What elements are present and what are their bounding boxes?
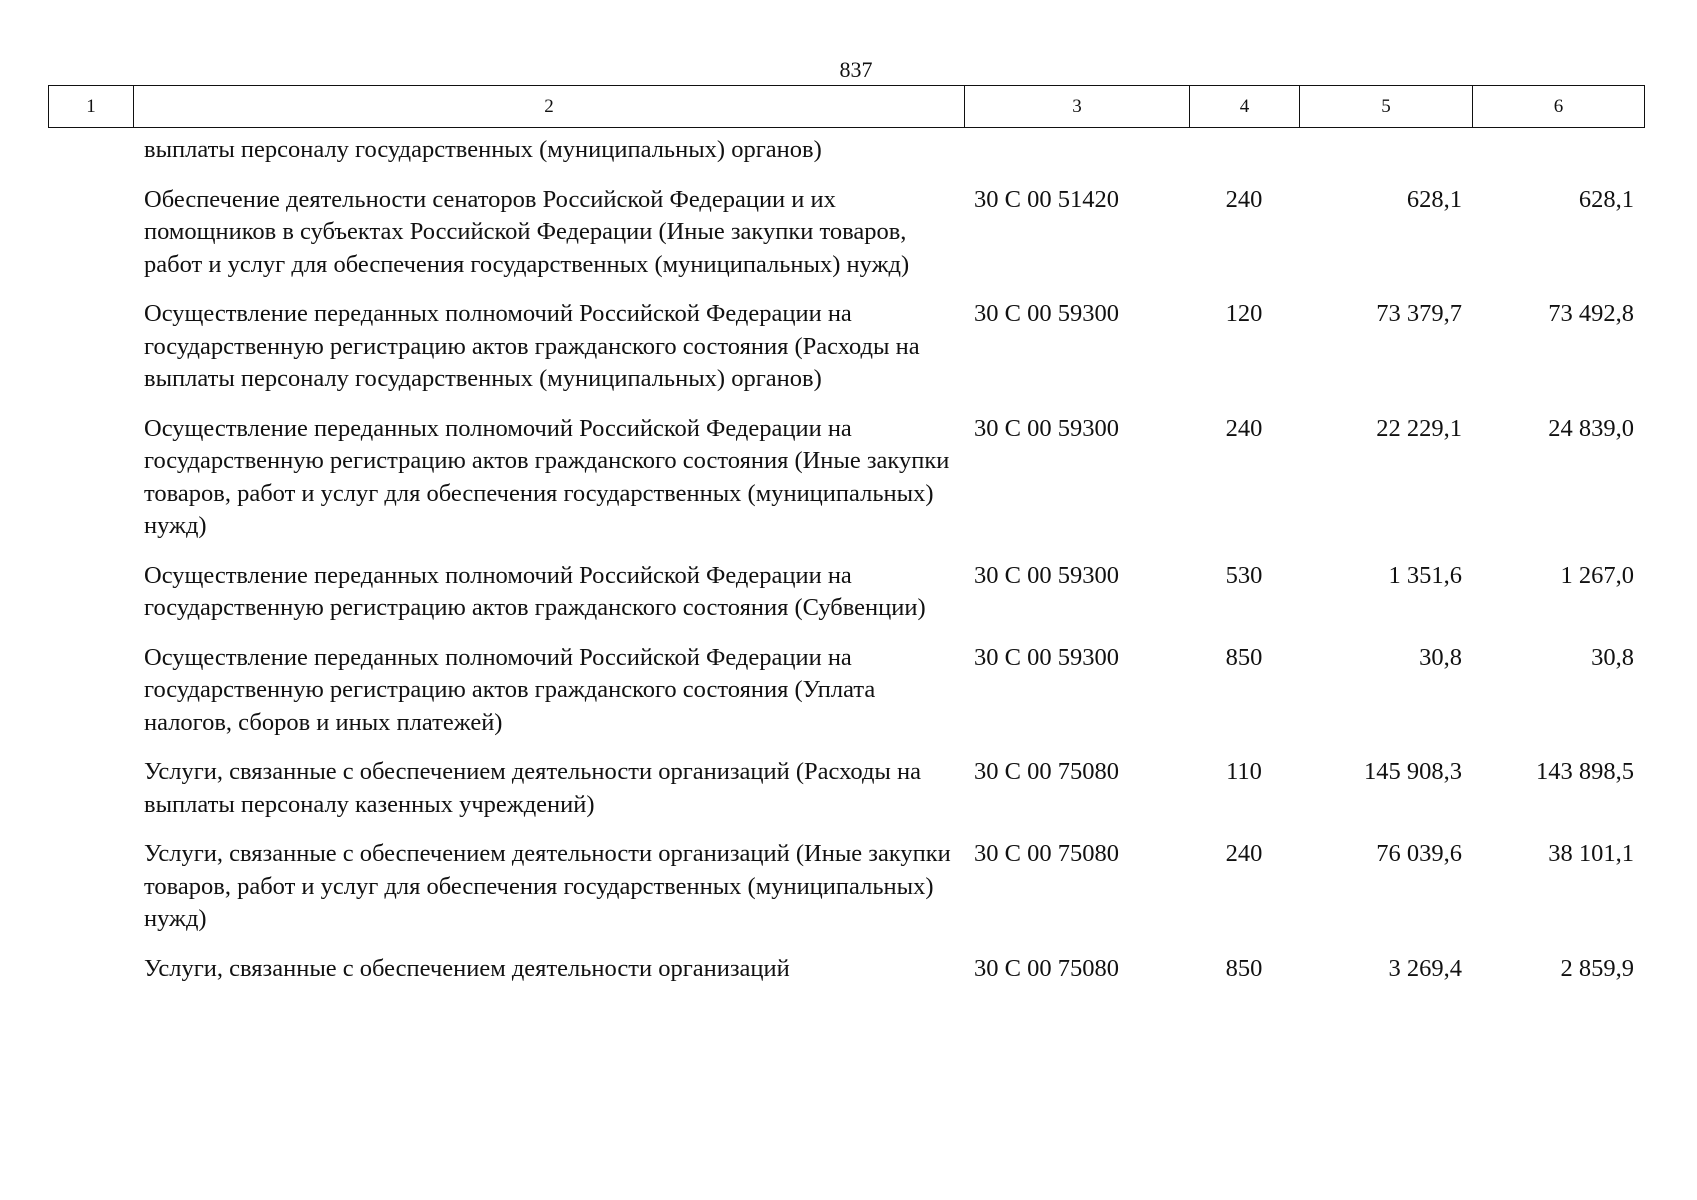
table-row — [48, 756, 1644, 838]
table-row — [48, 838, 1644, 953]
row-target-code: 30 С 00 59300 — [974, 561, 1119, 589]
row-expense-kind — [1189, 134, 1299, 184]
row-description: Осуществление переданных полномочий Российской Федерации на государственную регистрацию актов гражданского состояния (Иные закупки товаров, работ и услуг для обеспечения государственных (муниципальных) нужд) — [144, 414, 950, 539]
row-amount-col5: 76 039,6 — [1376, 840, 1462, 867]
row-expense-kind: 110 — [1226, 758, 1262, 785]
table-row — [48, 184, 1644, 299]
row-expense-kind: 240 — [1225, 414, 1263, 442]
column-header-3: 3 — [965, 86, 1190, 128]
row-target-code: 30 С 00 59300 — [974, 643, 1119, 671]
row-description: Услуги, связанные с обеспечением деятельности организаций — [144, 954, 790, 982]
column-header-2: 2 — [134, 86, 965, 128]
row-description: выплаты персоналу государственных (муниципальных) органов) — [144, 136, 822, 163]
row-amount-col5: 22 229,1 — [1376, 414, 1462, 442]
table-row — [48, 642, 1644, 757]
row-target-code: 30 С 00 75080 — [974, 954, 1119, 982]
row-amount-col6: 73 492,8 — [1548, 300, 1634, 327]
row-amount-col5: 30,8 — [1419, 643, 1462, 671]
row-amount-col6: 38 101,1 — [1548, 840, 1634, 867]
row-expense-kind: 850 — [1225, 954, 1263, 982]
row-amount-col6: 1 267,0 — [1560, 561, 1634, 589]
table-row — [48, 298, 1644, 413]
column-header-5: 5 — [1300, 86, 1473, 128]
table-row — [48, 413, 1644, 560]
row-amount-col6: 24 839,0 — [1548, 414, 1634, 442]
row-amount-col6: 2 859,9 — [1560, 954, 1634, 982]
row-expense-kind: 240 — [1225, 840, 1263, 867]
row-description: Осуществление переданных полномочий Российской Федерации на государственную регистрацию актов гражданского состояния (Расходы на выплаты персоналу государственных (муниципальных) органов) — [144, 300, 920, 392]
row-description: Услуги, связанные с обеспечением деятельности организаций (Расходы на выплаты персоналу казенных учреждений) — [144, 758, 921, 818]
page-number: 837 — [839, 57, 873, 82]
column-header-row — [49, 86, 1645, 128]
table-row — [48, 560, 1644, 642]
row-target-code — [964, 134, 1189, 184]
table-row — [48, 134, 1644, 184]
row-amount-col6: 143 898,5 — [1536, 758, 1634, 785]
column-header-1: 1 — [49, 86, 134, 128]
row-amount-col6 — [1472, 134, 1644, 184]
row-amount-col6: 30,8 — [1591, 643, 1634, 671]
row-target-code: 30 С 00 75080 — [974, 758, 1119, 785]
row-amount-col5: 1 351,6 — [1388, 561, 1462, 589]
row-amount-col6: 628,1 — [1578, 185, 1634, 213]
row-description: Услуги, связанные с обеспечением деятельности организаций (Иные закупки товаров, работ и услуг для обеспечения государственных (муниципальных) нужд) — [144, 840, 951, 932]
row-expense-kind: 530 — [1225, 561, 1263, 589]
column-header-6: 6 — [1473, 86, 1645, 128]
column-header-4: 4 — [1190, 86, 1300, 128]
row-description: Осуществление переданных полномочий Российской Федерации на государственную регистрацию актов гражданского состояния (Уплата налогов, сборов и иных платежей) — [144, 643, 876, 736]
row-target-code: 30 С 00 59300 — [974, 414, 1119, 442]
row-target-code: 30 С 00 75080 — [974, 840, 1119, 867]
table-row — [48, 953, 1644, 1003]
row-expense-kind: 120 — [1225, 300, 1263, 327]
row-description: Обеспечение деятельности сенаторов Российской Федерации и их помощников в субъектах Российской Федерации (Иные закупки товаров, работ и услуг для обеспечения государственных (муниципальных) нужд) — [144, 185, 910, 278]
row-amount-col5: 3 269,4 — [1388, 954, 1462, 982]
row-description: Осуществление переданных полномочий Российской Федерации на государственную регистрацию актов гражданского состояния (Субвенции) — [144, 561, 926, 621]
row-target-code: 30 С 00 51420 — [974, 185, 1119, 213]
row-expense-kind: 240 — [1225, 185, 1263, 213]
column-header-table — [48, 85, 1645, 128]
row-amount-col5: 628,1 — [1406, 185, 1462, 213]
budget-table-body — [48, 134, 1644, 1002]
row-amount-col5: 73 379,7 — [1376, 300, 1462, 327]
row-expense-kind: 850 — [1225, 643, 1263, 671]
row-amount-col5 — [1299, 134, 1472, 184]
row-target-code: 30 С 00 59300 — [974, 300, 1119, 327]
row-amount-col5: 145 908,3 — [1364, 758, 1462, 785]
